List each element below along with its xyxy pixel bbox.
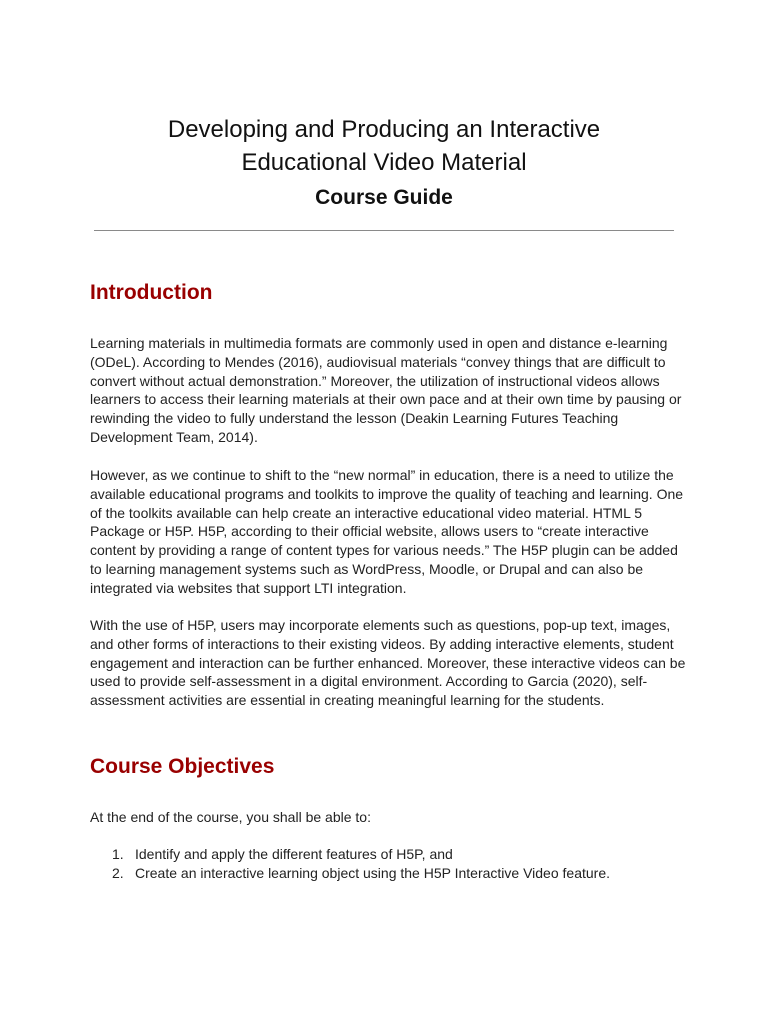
document-title-line-1: Developing and Producing an Interactive [167,116,601,143]
list-item [90,845,688,864]
list-item-text: Identify and apply the different features of H5P, and [135,846,453,862]
list-item-number: 1. [112,846,124,862]
objectives-lead: At the end of the course, you shall be able to: [90,809,371,825]
introduction-heading: Introduction [90,281,213,304]
introduction-paragraph-2: However, as we continue to shift to the “new normal” in education, there is a need to utilize the available educational programs and toolkits to improve the quality of teaching and learning. One of the toolkits available can help create an interactive educational video material. HTML 5 Package or H5P. H5P, according to their official website, allows users to “create interactive content by providing a range of content types for various needs.” The H5P plugin can be added to learning management systems such as WordPress, Moodle, or Drupal and can also be integrated via websites that support LTI integration. [90,467,684,596]
objectives-heading: Course Objectives [90,755,275,778]
document-title [0,113,768,179]
introduction-paragraph-1: Learning materials in multimedia formats are commonly used in open and distance e-learning (ODeL). According to Mendes (2016), audiovisual materials “convey things that are difficult to convert without actual demonstration.” Moreover, the utilization of instructional videos allows learners to access their learning materials at their own pace and at their own time by pausing or rewinding the video to fully understand the lesson (Deakin Learning Futures Teaching Development Team, 2014). [90,335,682,445]
document-subtitle: Course Guide [315,186,453,209]
list-item-text: Create an interactive learning object using the H5P Interactive Video feature. [135,865,610,881]
objectives-list [90,845,688,883]
list-item [90,864,688,883]
title-divider [94,230,674,231]
list-item-number: 2. [112,865,124,881]
introduction-paragraph-3: With the use of H5P, users may incorporate elements such as questions, pop-up text, images, and other forms of interactions to their existing videos. By adding interactive elements, student engagement and interaction can be further enhanced. Moreover, these interactive videos can be used to provide self-assessment in a digital environment. According to Garcia (2020), self-assessment activities are essential in creating meaningful learning for the students. [90,617,686,709]
document-title-line-2: Educational Video Material [241,149,527,176]
